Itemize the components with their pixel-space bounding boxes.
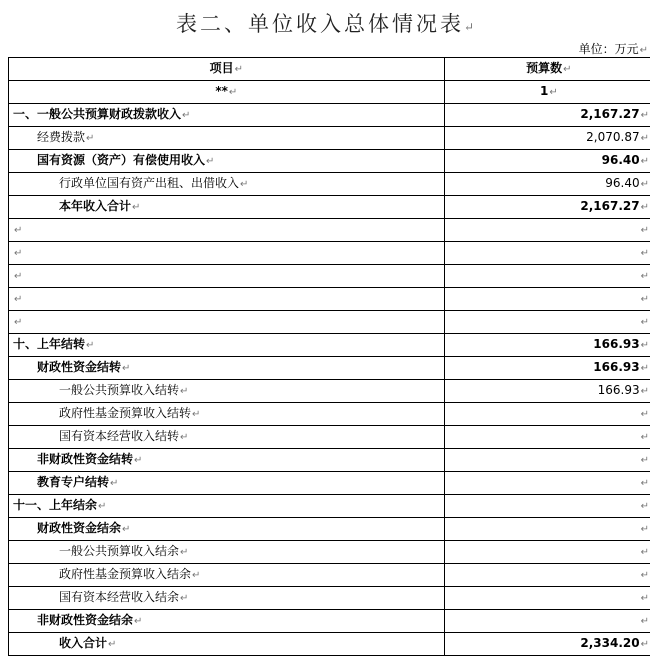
table-row (9, 587, 650, 610)
row-item-cell (9, 380, 445, 403)
document-title-text: 表二、单位收入总体情况表 (176, 12, 464, 36)
income-table (8, 57, 650, 656)
row-item-cell (9, 242, 445, 265)
table-row (9, 104, 650, 127)
return-mark: ↵ (98, 501, 106, 512)
row-item-text: 国有资本经营收入结余 (59, 590, 179, 604)
return-mark: ↵ (641, 317, 649, 328)
row-item-cell (9, 311, 445, 334)
table-row (9, 610, 650, 633)
table-row (9, 403, 650, 426)
row-item-cell (9, 587, 445, 610)
unit-label (579, 40, 648, 57)
row-item-cell (9, 610, 445, 633)
row-value-text: 2,167.27 (580, 107, 639, 121)
table-row (9, 127, 650, 150)
row-item-cell (9, 357, 445, 380)
row-item-cell (9, 81, 445, 104)
row-item-cell (9, 104, 445, 127)
table-row (9, 81, 650, 104)
table-row (9, 311, 650, 334)
table-row (9, 219, 650, 242)
header-budget-text: 预算数 (526, 61, 562, 75)
row-value-cell (444, 357, 650, 380)
return-mark: ↵ (641, 409, 649, 420)
table-row (9, 334, 650, 357)
return-mark: ↵ (180, 547, 188, 558)
table-row (9, 472, 650, 495)
row-item-cell (9, 518, 445, 541)
row-item-text: 财政性资金结转 (37, 360, 121, 374)
return-mark: ↵ (192, 409, 200, 420)
return-mark: ↵ (641, 225, 649, 236)
return-mark: ↵ (14, 248, 22, 259)
row-item-text: 经费拨款 (37, 130, 85, 144)
row-item-cell (9, 288, 445, 311)
return-mark: ↵ (641, 547, 649, 558)
row-value-cell (444, 127, 650, 150)
return-mark: ↵ (640, 45, 648, 56)
return-mark: ↵ (641, 179, 649, 190)
row-item-text: 一般公共预算收入结转 (59, 383, 179, 397)
return-mark: ↵ (641, 455, 649, 466)
row-value-text: 96.40 (602, 153, 640, 167)
row-value-cell (444, 633, 650, 656)
row-value-cell (444, 449, 650, 472)
row-item-text: 非财政性资金结余 (37, 613, 133, 627)
document-title (0, 8, 650, 38)
row-value-text: 166.93 (593, 337, 639, 351)
row-item-cell (9, 334, 445, 357)
table-header-row (9, 58, 650, 81)
table-row (9, 150, 650, 173)
row-item-cell (9, 403, 445, 426)
return-mark: ↵ (235, 64, 243, 75)
return-mark: ↵ (641, 271, 649, 282)
row-item-text: 十、上年结转 (13, 337, 85, 351)
table-row (9, 633, 650, 656)
header-item (9, 58, 445, 81)
row-value-text: 2,334.20 (580, 636, 639, 650)
row-value-cell (444, 173, 650, 196)
row-item-cell (9, 564, 445, 587)
row-item-text: 财政性资金结余 (37, 521, 121, 535)
row-item-cell (9, 127, 445, 150)
return-mark: ↵ (206, 156, 214, 167)
unit-label-text: 单位：万元 (579, 42, 639, 56)
row-value-cell (444, 426, 650, 449)
row-value-cell (444, 81, 650, 104)
row-item-cell (9, 265, 445, 288)
return-mark: ↵ (641, 202, 649, 213)
row-item-cell (9, 449, 445, 472)
return-mark: ↵ (641, 363, 649, 374)
row-item-cell (9, 495, 445, 518)
row-item-text: 行政单位国有资产出租、出借收入 (59, 176, 239, 190)
return-mark: ↵ (240, 179, 248, 190)
row-item-text: 教育专户结转 (37, 475, 109, 489)
return-mark: ↵ (180, 593, 188, 604)
row-value-text: 1 (540, 84, 548, 98)
row-value-cell (444, 564, 650, 587)
table-row (9, 518, 650, 541)
table-row (9, 242, 650, 265)
table-row (9, 495, 650, 518)
return-mark: ↵ (192, 570, 200, 581)
row-item-cell (9, 472, 445, 495)
return-mark: ↵ (182, 110, 190, 121)
row-item-text: 国有资本经营收入结转 (59, 429, 179, 443)
row-value-text: 166.93 (598, 383, 640, 397)
row-value-cell (444, 472, 650, 495)
return-mark: ↵ (229, 87, 237, 98)
table-row (9, 426, 650, 449)
return-mark: ↵ (464, 20, 474, 34)
header-budget (444, 58, 650, 81)
return-mark: ↵ (132, 202, 140, 213)
header-item-text: 项目 (210, 61, 234, 75)
return-mark: ↵ (641, 248, 649, 259)
return-mark: ↵ (86, 133, 94, 144)
row-value-cell (444, 403, 650, 426)
return-mark: ↵ (122, 524, 130, 535)
row-item-text: 一般公共预算收入结余 (59, 544, 179, 558)
table-row (9, 380, 650, 403)
row-item-text: 十一、上年结余 (13, 498, 97, 512)
return-mark: ↵ (641, 524, 649, 535)
return-mark: ↵ (110, 478, 118, 489)
row-value-text: 2,167.27 (580, 199, 639, 213)
row-item-cell (9, 633, 445, 656)
table-row (9, 357, 650, 380)
return-mark: ↵ (641, 340, 649, 351)
row-item-text: 国有资源（资产）有偿使用收入 (37, 153, 205, 167)
row-value-cell (444, 380, 650, 403)
row-value-cell (444, 311, 650, 334)
return-mark: ↵ (122, 363, 130, 374)
return-mark: ↵ (641, 478, 649, 489)
row-value-cell (444, 265, 650, 288)
return-mark: ↵ (14, 225, 22, 236)
table-row (9, 449, 650, 472)
return-mark: ↵ (641, 432, 649, 443)
row-value-cell (444, 334, 650, 357)
row-item-text: 政府性基金预算收入结转 (59, 406, 191, 420)
row-item-text: 收入合计 (59, 636, 107, 650)
return-mark: ↵ (641, 110, 649, 121)
row-item-cell (9, 150, 445, 173)
return-mark: ↵ (180, 386, 188, 397)
row-value-cell (444, 495, 650, 518)
row-item-text: 政府性基金预算收入结余 (59, 567, 191, 581)
row-item-text: 一、一般公共预算财政拨款收入 (13, 107, 181, 121)
row-value-text: 166.93 (593, 360, 639, 374)
row-item-text: 非财政性资金结转 (37, 452, 133, 466)
return-mark: ↵ (641, 386, 649, 397)
row-item-cell (9, 426, 445, 449)
return-mark: ↵ (641, 639, 649, 650)
return-mark: ↵ (641, 156, 649, 167)
return-mark: ↵ (134, 455, 142, 466)
row-value-cell (444, 587, 650, 610)
row-value-cell (444, 518, 650, 541)
row-value-text: 2,070.87 (586, 130, 639, 144)
table-row (9, 265, 650, 288)
row-item-cell (9, 173, 445, 196)
return-mark: ↵ (641, 501, 649, 512)
table-row (9, 564, 650, 587)
return-mark: ↵ (180, 432, 188, 443)
table-row (9, 288, 650, 311)
table-row (9, 196, 650, 219)
row-item-text: ** (215, 84, 228, 98)
row-value-cell (444, 242, 650, 265)
return-mark: ↵ (641, 593, 649, 604)
row-value-cell (444, 219, 650, 242)
row-value-text: 96.40 (605, 176, 639, 190)
row-value-cell (444, 610, 650, 633)
return-mark: ↵ (641, 294, 649, 305)
row-item-text: 本年收入合计 (59, 199, 131, 213)
row-value-cell (444, 196, 650, 219)
return-mark: ↵ (14, 317, 22, 328)
return-mark: ↵ (108, 639, 116, 650)
return-mark: ↵ (86, 340, 94, 351)
row-item-cell (9, 541, 445, 564)
row-value-cell (444, 150, 650, 173)
return-mark: ↵ (549, 87, 557, 98)
table-row (9, 541, 650, 564)
return-mark: ↵ (641, 570, 649, 581)
row-item-cell (9, 196, 445, 219)
row-item-cell (9, 219, 445, 242)
row-value-cell (444, 104, 650, 127)
return-mark: ↵ (563, 64, 571, 75)
return-mark: ↵ (134, 616, 142, 627)
return-mark: ↵ (14, 294, 22, 305)
return-mark: ↵ (641, 616, 649, 627)
return-mark: ↵ (641, 133, 649, 144)
row-value-cell (444, 288, 650, 311)
return-mark: ↵ (14, 271, 22, 282)
table-row (9, 173, 650, 196)
row-value-cell (444, 541, 650, 564)
